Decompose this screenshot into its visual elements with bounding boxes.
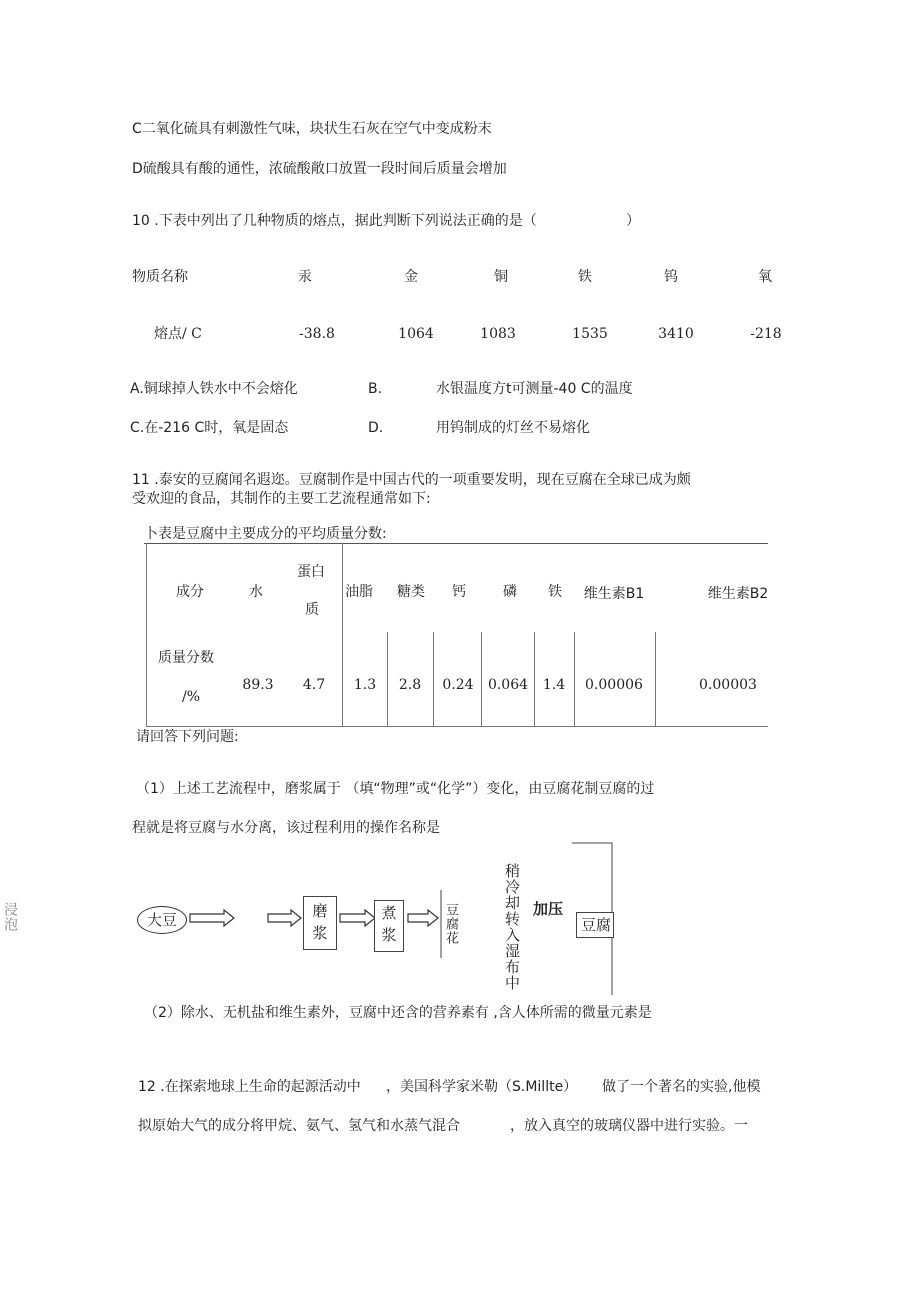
table-value: 1.4	[542, 677, 566, 693]
table-header: 蛋白	[297, 564, 325, 580]
table-header: 油脂	[345, 584, 373, 600]
q10-option-b-letter: B.	[368, 381, 383, 397]
q10-melting-point: -218	[750, 326, 782, 342]
table-value: 0.00006	[585, 677, 643, 693]
table-value: 0.064	[487, 677, 529, 693]
flow-side-label: 浸泡	[2, 902, 18, 932]
q10-substance: 铁	[578, 269, 592, 285]
q11-sub2: （2）除水、无机盐和维生素外，豆腐中还含的营养素有 ,含人体所需的微量元素是	[144, 1005, 652, 1021]
table-value-unit: /%	[182, 689, 201, 705]
table-value: 4.7	[302, 677, 326, 693]
table-header-label: 成分	[176, 584, 204, 600]
q11-sub1-line1: （1）上述工艺流程中，磨浆属于 （填“物理”或“化学”）变化，由豆腐花制豆腐的过	[136, 781, 655, 797]
flow-boil-label-a: 煮	[381, 904, 397, 922]
table-value: 2.8	[398, 677, 422, 693]
q12-line2-a: 拟原始大气的成分将甲烷、氨气、氢气和水蒸气混合	[138, 1118, 460, 1134]
table-header: 糖类	[397, 584, 425, 600]
q11-stem-line1: 11 .泰安的豆腐闻名遐迩。豆腐制作是中国古代的一项重要发明，现在豆腐在全球已成为颇	[132, 472, 691, 488]
q9-option-c: C二氧化硫具有刺激性气味，块状生石灰在空气中变成粉末	[132, 121, 492, 137]
q12-line1-b: ，美国科学家米勒（S.Millte）	[386, 1079, 578, 1095]
table-header: 维生素B1	[583, 586, 645, 602]
q12-line1-c: 做了一个著名的实验,他模	[602, 1079, 761, 1095]
table-header: 铁	[548, 584, 562, 600]
flow-grind-label-b: 浆	[312, 924, 328, 942]
q10-substance: 氧	[758, 269, 772, 285]
flow-start-label: 大豆	[146, 911, 177, 929]
q9-option-d: D硫酸具有酸的通性，浓硫酸敞口放置一段时间后质量会增加	[132, 161, 507, 177]
q10-option-a: A.铜球掉人铁水中不会熔化	[130, 381, 298, 397]
q10-melting-point: 1083	[480, 326, 516, 342]
table-header: 水	[249, 584, 263, 600]
q11-table-caption: 卜表是豆腐中主要成分的平均质量分数:	[144, 526, 387, 542]
q10-melting-point: -38.8	[299, 326, 335, 342]
q10-option-c: C.在-216 C时，氧是固态	[130, 420, 289, 436]
table-value: 0.00003	[699, 677, 757, 693]
q10-substance: 铜	[494, 269, 508, 285]
q10-row1-label: 物质名称	[132, 269, 188, 285]
flow-grind-label-a: 磨	[312, 902, 328, 920]
table-value: 1.3	[353, 677, 377, 693]
q10-option-b: 水银温度方t可测量-40 C的温度	[436, 381, 633, 397]
q10-substance: 钨	[664, 269, 678, 285]
q11-sub1-line2: 程就是将豆腐与水分离，该过程利用的操作名称是	[132, 820, 440, 836]
q10-option-d-letter: D.	[368, 420, 384, 436]
table-value: 0.24	[442, 677, 474, 693]
q10-option-d: 用钨制成的灯丝不易熔化	[436, 420, 590, 436]
q10-stem-close: ）	[626, 213, 640, 229]
table-header: 维生素B2	[707, 586, 769, 602]
q12-line2-b: ，放入真空的玻璃仪器中进行实验。一	[510, 1118, 748, 1134]
flow-boil-label-b: 浆	[381, 926, 397, 944]
q10-melting-point: 1535	[572, 326, 608, 342]
flow-cooling: 稍冷却转入湿布中	[503, 863, 521, 991]
q10-melting-point: 1064	[398, 326, 434, 342]
q10-row2-label: 熔点/ C	[154, 326, 202, 342]
table-header: 质	[305, 602, 319, 618]
table-value-label: 质量分数	[158, 650, 214, 666]
table-header: 钙	[452, 584, 466, 600]
flow-intermediate: 豆腐花	[443, 903, 458, 945]
q11-stem-line2: 受欢迎的食品，其制作的主要工艺流程通常如下:	[132, 491, 431, 507]
flow-press: 加压	[533, 900, 564, 918]
q12-line1-a: 12 .在探索地球上生命的起源活动中	[138, 1079, 361, 1095]
flow-end-label: 豆腐	[580, 916, 611, 934]
q10-melting-point: 3410	[658, 326, 694, 342]
q10-stem: 10 .下表中列出了几种物质的熔点，据此判断下列说法正确的是（	[132, 213, 537, 229]
table-header: 磷	[503, 584, 517, 600]
q10-substance: 汞	[298, 269, 312, 285]
table-value: 89.3	[242, 677, 274, 693]
q11-answer-prompt: 请回答下列问题:	[136, 729, 239, 745]
q10-substance: 金	[404, 269, 418, 285]
